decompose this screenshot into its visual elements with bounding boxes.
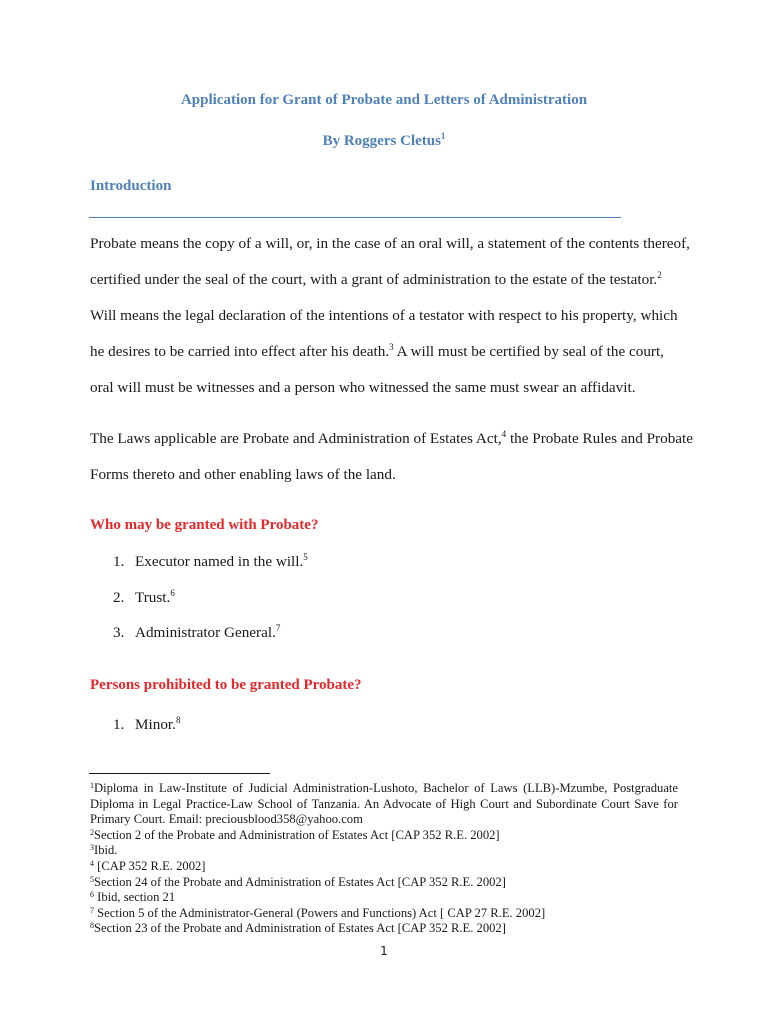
footnote bbox=[90, 828, 678, 844]
footnote-ref: 4 bbox=[501, 429, 507, 439]
paragraph-probate-definition bbox=[90, 226, 690, 406]
paragraph-applicable-laws bbox=[90, 421, 693, 493]
paragraph-text: he desires to be carried into effect after his death. bbox=[90, 343, 390, 360]
section-heading-who-may-be-granted: Who may be granted with Probate? bbox=[90, 517, 319, 533]
footnote-text: Diploma in Law-Institute of Judicial Administration-Lushoto, Bachelor of Laws (LLB)-Mzumbe, Postgraduate Diploma in Legal Practice-Law School of Tanzania. An Advocate of High Court and Subordinate Court Save for Primary Court. Email: preciousblood358@yahoo.com bbox=[90, 781, 678, 827]
list-item bbox=[113, 589, 175, 607]
footnote-number: 2 bbox=[90, 827, 94, 837]
footnote-number: 4 bbox=[90, 858, 94, 868]
paragraph-text: A will must be certified by seal of the court, bbox=[393, 343, 664, 360]
paragraph-line: Probate means the copy of a will, or, in the case of an oral will, a statement of the contents thereof, bbox=[90, 235, 690, 252]
paragraph-line: Will means the legal declaration of the intentions of a testator with respect to his property, which bbox=[90, 307, 678, 324]
paragraph-line: Forms thereto and other enabling laws of the land. bbox=[90, 466, 396, 483]
footnote-text: [CAP 352 R.E. 2002] bbox=[94, 858, 206, 873]
list-item-text: Minor. bbox=[135, 716, 176, 733]
footnote-number: 8 bbox=[90, 921, 94, 931]
footnote-ref: 1 bbox=[440, 131, 446, 141]
paragraph-line bbox=[90, 334, 678, 370]
list-number: 1. bbox=[113, 553, 125, 570]
list-item bbox=[113, 716, 180, 734]
footnote-number: 7 bbox=[90, 905, 94, 915]
footnote bbox=[90, 921, 678, 937]
heading-divider bbox=[89, 217, 621, 218]
footnote-text: Ibid, section 21 bbox=[94, 890, 176, 905]
section-heading-persons-prohibited: Persons prohibited to be granted Probate? bbox=[90, 677, 362, 693]
footnote-ref: 7 bbox=[275, 623, 281, 633]
footnote bbox=[90, 906, 678, 922]
list-item-text: Trust. bbox=[135, 589, 171, 606]
footnote-number: 3 bbox=[90, 843, 94, 853]
paragraph-text: the Probate Rules and Probate bbox=[506, 430, 693, 447]
paragraph-line bbox=[90, 421, 693, 457]
footnote-ref: 2 bbox=[657, 270, 662, 280]
footnote bbox=[90, 843, 678, 859]
footnote-text: Section 24 of the Probate and Administration of Estates Act [CAP 352 R.E. 2002] bbox=[94, 874, 506, 889]
paragraph-text: The Laws applicable are Probate and Administration of Estates Act, bbox=[90, 430, 502, 447]
list-item-text: Administrator General. bbox=[135, 624, 276, 641]
footnote-text: Ibid. bbox=[94, 843, 118, 858]
list-number: 2. bbox=[113, 589, 125, 606]
footnote-ref: 8 bbox=[175, 715, 181, 725]
footnote-separator bbox=[89, 773, 270, 774]
paragraph-line bbox=[90, 262, 678, 298]
page-number: 1 bbox=[380, 944, 388, 958]
footnote bbox=[90, 875, 678, 891]
document-title: Application for Grant of Probate and Letters of Administration bbox=[180, 92, 588, 108]
author-line bbox=[0, 131, 768, 150]
footnote bbox=[90, 890, 678, 906]
list-item bbox=[113, 624, 280, 642]
footnote-ref: 5 bbox=[303, 552, 308, 562]
list-number: 1. bbox=[113, 716, 125, 733]
author-name: By Roggers Cletus bbox=[322, 133, 441, 149]
list-item-text: Executor named in the will. bbox=[135, 553, 304, 570]
footnote bbox=[90, 781, 678, 828]
footnotes bbox=[90, 781, 678, 937]
list-number: 3. bbox=[113, 624, 125, 641]
footnote-text: Section 23 of the Probate and Administration of Estates Act [CAP 352 R.E. 2002] bbox=[94, 921, 506, 936]
footnote-ref: 3 bbox=[389, 342, 394, 352]
paragraph-text: certified under the seal of the court, with a grant of administration to the estate of the testator. bbox=[90, 271, 658, 288]
paragraph-line: oral will must be witnesses and a person who witnessed the same must swear an affidavit. bbox=[90, 379, 636, 396]
footnote-ref: 6 bbox=[170, 588, 175, 598]
footnote-number: 5 bbox=[90, 874, 94, 884]
footnote-text: Section 2 of the Probate and Administration of Estates Act [CAP 352 R.E. 2002] bbox=[94, 827, 500, 842]
footnote bbox=[90, 859, 678, 875]
footnote-number: 6 bbox=[90, 890, 94, 900]
footnote-text: Section 5 of the Administrator-General (Powers and Functions) Act [ CAP 27 R.E. 2002] bbox=[94, 905, 546, 920]
footnote-number: 1 bbox=[90, 781, 94, 790]
introduction-heading: Introduction bbox=[90, 178, 172, 194]
list-item bbox=[113, 553, 308, 571]
